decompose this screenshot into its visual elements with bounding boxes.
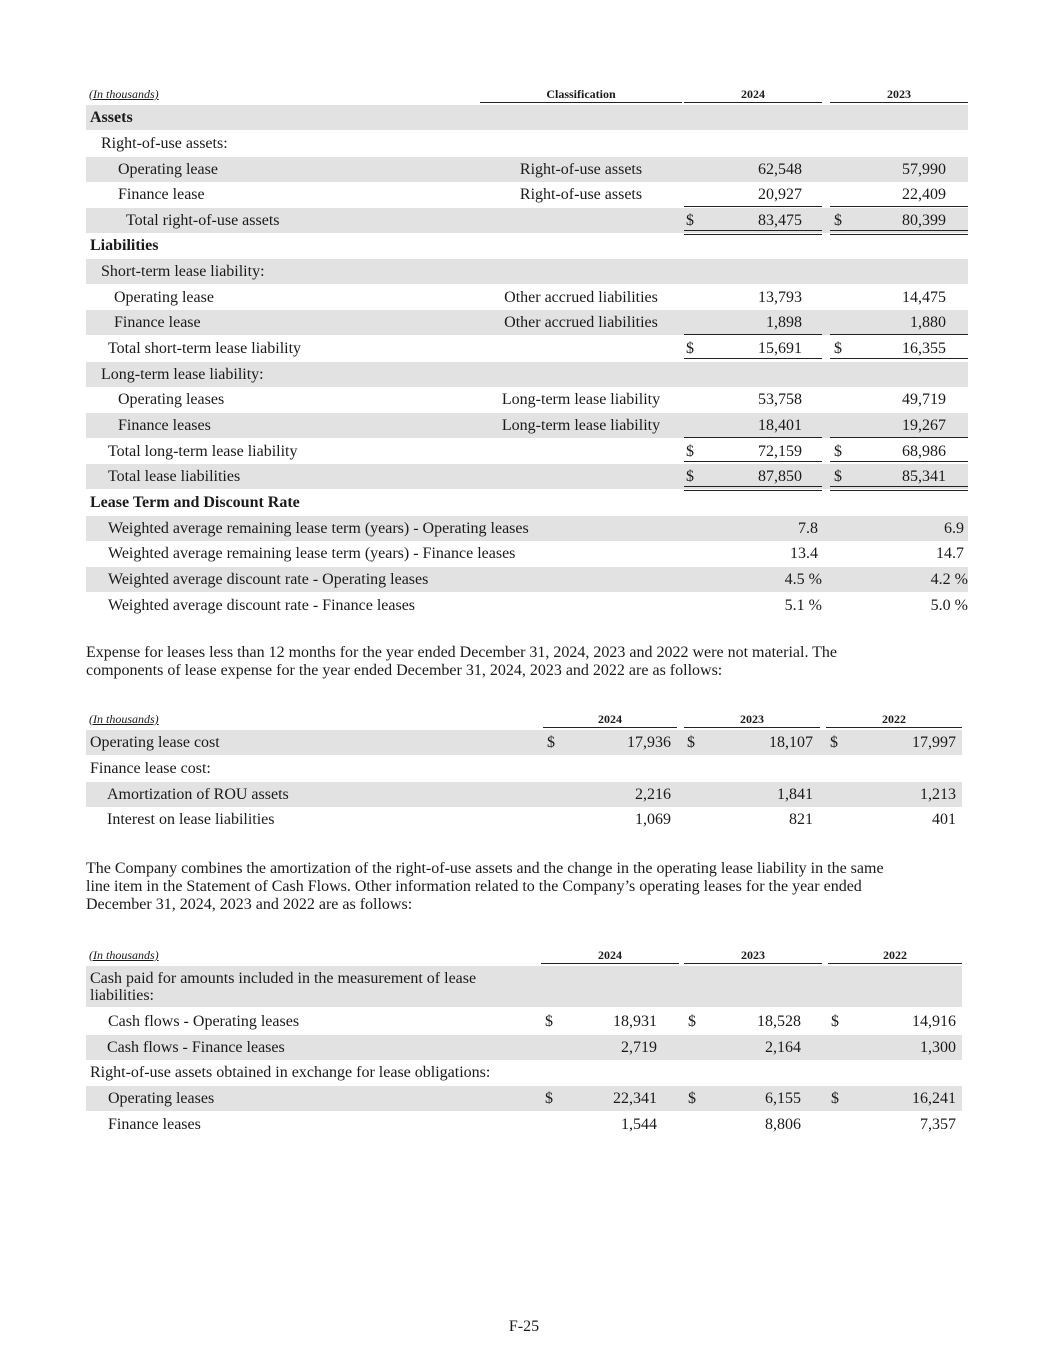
value-2023: 14,475: [902, 289, 946, 306]
row-label: Finance leases: [108, 1116, 201, 1133]
table-row: [86, 182, 968, 207]
table-row: [86, 310, 968, 335]
paragraph-line: components of lease expense for the year ended December 31, 2024, 2023 and 2022 are as follows:: [86, 662, 723, 679]
value-2023: 18,107: [769, 734, 813, 751]
currency-2024: $: [686, 340, 694, 357]
table2-unit-header: (In thousands): [89, 712, 159, 726]
row-label: Operating lease: [118, 161, 218, 178]
currency-2024: $: [686, 468, 694, 485]
cash-flow-paragraph: [86, 860, 966, 914]
paragraph-line: Expense for leases less than 12 months for the year ended December 31, 2024, 2023 and 2022 were not material. The: [86, 644, 838, 661]
row-label: Operating leases: [118, 391, 225, 408]
table-row: [86, 730, 962, 755]
currency-2024: $: [545, 1013, 553, 1030]
row-label: Weighted average remaining lease term (years) - Finance leases: [108, 545, 516, 562]
value-2023: 85,341: [902, 468, 946, 485]
table-row: [86, 131, 968, 156]
currency-2024: $: [545, 1090, 553, 1107]
currency-2023: $: [688, 1090, 696, 1107]
row-classification: Right-of-use assets: [519, 161, 643, 178]
paragraph-line: The Company combines the amortization of the right-of-use assets and the change in the operating lease liability in the same: [86, 860, 884, 877]
value-2023: 1,880: [910, 314, 946, 331]
table3-2024-header: 2024: [598, 948, 622, 962]
value-2024: 62,548: [758, 161, 802, 178]
table-row: [86, 567, 968, 592]
table1-classification-header: Classification: [546, 87, 616, 101]
value-2023: 6,155: [765, 1090, 801, 1107]
table-row: [86, 966, 962, 1007]
table2-2023-header: 2023: [740, 712, 764, 726]
table-row: [86, 1060, 962, 1085]
table-row: [86, 387, 968, 412]
section-heading: Lease Term and Discount Rate: [90, 494, 300, 511]
table-row: [86, 541, 968, 566]
value-2024: 15,691: [758, 340, 802, 357]
row-label: Total lease liabilities: [108, 468, 241, 485]
table2-2022-header: 2022: [882, 712, 906, 726]
value-2024: 22,341: [613, 1090, 657, 1107]
table-row: [86, 756, 962, 781]
table-row: [86, 105, 968, 130]
currency-2024: $: [547, 734, 555, 751]
table3-unit-header: (In thousands): [89, 948, 159, 962]
value-2023: 2,164: [765, 1039, 801, 1056]
row-label: Finance leases: [118, 417, 211, 434]
currency-2024: $: [686, 443, 694, 460]
value-2023: 49,719: [902, 391, 946, 408]
value-2023: 19,267: [902, 417, 946, 434]
row-label: Finance lease: [118, 186, 205, 203]
table-row: [86, 233, 968, 258]
value-2024: 1,544: [621, 1116, 657, 1133]
table3-2023-header: 2023: [741, 948, 765, 962]
table-row: [86, 1086, 962, 1111]
value-2024: 2,216: [635, 786, 671, 803]
table3-2022-header: 2022: [883, 948, 907, 962]
row-label: Short-term lease liability:: [101, 263, 265, 280]
value-2023: 80,399: [902, 212, 946, 229]
row-label: Weighted average discount rate - Operating leases: [108, 571, 429, 588]
paragraph-line: December 31, 2024, 2023 and 2022 are as follows:: [86, 896, 413, 913]
value-2022: 17,997: [912, 734, 956, 751]
row-label: Finance lease: [114, 314, 201, 331]
value-2023: 68,986: [902, 443, 946, 460]
row-classification: Other accrued liabilities: [504, 314, 658, 331]
currency-2022: $: [831, 1013, 839, 1030]
row-label: Right-of-use assets:: [101, 135, 228, 152]
value-2022: 14,916: [912, 1013, 956, 1030]
value-2024: 7.8: [798, 520, 818, 537]
table-row: [86, 157, 968, 182]
row-label: Interest on lease liabilities: [107, 811, 275, 828]
row-label: Operating lease: [114, 289, 214, 306]
row-label: Weighted average remaining lease term (years) - Operating leases: [108, 520, 529, 537]
row-label: Total long-term lease liability: [108, 443, 298, 460]
value-2023: 14.7: [936, 545, 964, 562]
page-number: F-25: [508, 1318, 540, 1335]
row-label: Operating lease cost: [90, 734, 220, 751]
currency-2023: $: [834, 443, 842, 460]
value-2023: 22,409: [902, 186, 946, 203]
row-label: Weighted average discount rate - Finance leases: [108, 597, 416, 614]
value-2024: 20,927: [758, 186, 802, 203]
value-2023: 18,528: [757, 1013, 801, 1030]
table-row: [86, 807, 962, 832]
table1-unit-header: (In thousands): [89, 87, 159, 101]
value-2022: 1,213: [920, 786, 956, 803]
table1-2024-header: 2024: [741, 87, 765, 101]
value-2023: 821: [789, 811, 813, 828]
table-row: [86, 1009, 962, 1034]
value-2024: 2,719: [621, 1039, 657, 1056]
value-2024: 1,898: [766, 314, 802, 331]
value-2022: 7,357: [920, 1116, 956, 1133]
table1-2023-header: 2023: [887, 87, 911, 101]
value-2023: 57,990: [902, 161, 946, 178]
value-2024: 4.5 %: [784, 571, 822, 588]
table-row: [86, 259, 968, 284]
section-heading: Assets: [90, 109, 133, 126]
currency-2023: $: [834, 340, 842, 357]
row-label: Amortization of ROU assets: [107, 786, 289, 803]
row-label: Right-of-use assets obtained in exchange for lease obligations:: [90, 1064, 491, 1081]
value-2024: 83,475: [758, 212, 802, 229]
currency-2023: $: [834, 468, 842, 485]
row-label: Total short-term lease liability: [108, 340, 302, 357]
value-2023: 6.9: [944, 520, 964, 537]
row-label: Long-term lease liability:: [101, 366, 264, 383]
row-label: Cash flows - Operating leases: [108, 1013, 300, 1030]
section-heading: Liabilities: [90, 237, 159, 254]
table-row: [86, 285, 968, 310]
table-row: [86, 362, 968, 387]
table-row: [86, 782, 962, 807]
row-label: Cash paid for amounts included in the measurement of lease liabilities:: [90, 970, 477, 1004]
value-2024: 72,159: [758, 443, 802, 460]
table-row: [86, 1112, 962, 1137]
row-classification: Right-of-use assets: [519, 186, 643, 203]
value-2023: 4.2 %: [930, 571, 968, 588]
table-row: [86, 1035, 962, 1060]
currency-2022: $: [830, 734, 838, 751]
row-classification: Other accrued liabilities: [504, 289, 658, 306]
row-label: Cash flows - Finance leases: [107, 1039, 285, 1056]
table-row: [86, 490, 968, 515]
value-2022: 16,241: [912, 1090, 956, 1107]
table-row: [86, 413, 968, 438]
value-2023: 16,355: [902, 340, 946, 357]
value-2024: 17,936: [627, 734, 671, 751]
currency-2023: $: [687, 734, 695, 751]
currency-2023: $: [688, 1013, 696, 1030]
value-2022: 1,300: [920, 1039, 956, 1056]
value-2024: 5.1 %: [784, 597, 822, 614]
value-2023: 1,841: [777, 786, 813, 803]
currency-2022: $: [831, 1090, 839, 1107]
currency-2023: $: [834, 212, 842, 229]
currency-2024: $: [686, 212, 694, 229]
row-classification: Long-term lease liability: [501, 391, 661, 408]
table-row: [86, 593, 968, 618]
table2-2024-header: 2024: [598, 712, 622, 726]
value-2024: 87,850: [758, 468, 802, 485]
row-classification: Long-term lease liability: [501, 417, 661, 434]
value-2024: 53,758: [758, 391, 802, 408]
value-2023: 5.0 %: [930, 597, 968, 614]
value-2024: 13,793: [758, 289, 802, 306]
value-2024: 1,069: [635, 811, 671, 828]
value-2024: 13.4: [790, 545, 818, 562]
value-2024: 18,401: [758, 417, 802, 434]
value-2024: 18,931: [613, 1013, 657, 1030]
row-label: Finance lease cost:: [90, 760, 211, 777]
table-row: [86, 516, 968, 541]
paragraph-line: line item in the Statement of Cash Flows. Other information related to the Company’s operating leases for the year ended: [86, 878, 862, 895]
lease-expense-paragraph: [86, 644, 966, 680]
row-label: Total right-of-use assets: [126, 212, 280, 229]
value-2022: 401: [932, 811, 956, 828]
row-label: Operating leases: [108, 1090, 215, 1107]
value-2023: 8,806: [765, 1116, 801, 1133]
